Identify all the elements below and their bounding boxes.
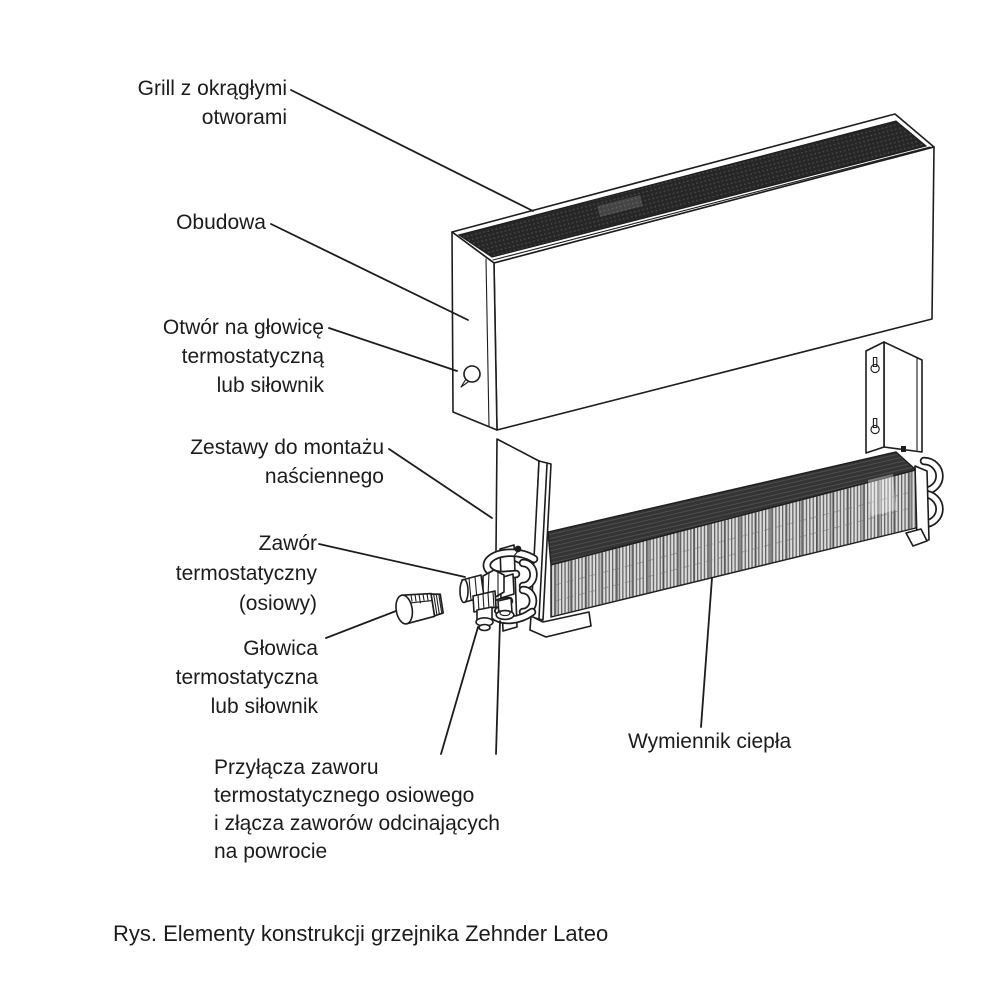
leader-wymiennik	[701, 578, 712, 727]
label-line: Otwór na głowicę	[162, 316, 324, 339]
label-line: termostatycznego osiowego	[214, 784, 475, 807]
label-line: lub siłownik	[210, 695, 318, 718]
label-line: i złącza zaworów odcinających	[214, 812, 500, 835]
label-line: (osiowy)	[238, 592, 317, 615]
watermark-artifact-fins	[868, 474, 896, 516]
label-line: Obudowa	[176, 211, 266, 234]
leader-przylacza-b	[496, 621, 500, 754]
heat-exchanger	[548, 452, 939, 617]
leader-glowica	[326, 611, 396, 638]
label-line: na powrocie	[214, 840, 328, 863]
valve-connection-port-b	[496, 598, 514, 619]
bracket-right-back-plate	[884, 342, 922, 452]
casing	[452, 114, 934, 430]
leader-zestawy	[389, 449, 492, 518]
label-line: termostatyczną	[181, 345, 324, 368]
valve-connection-port-a	[473, 591, 496, 631]
leader-obudowa	[271, 224, 468, 320]
label-line: Wymiennik ciepła	[628, 730, 792, 753]
leader-zawor	[319, 544, 465, 577]
label-line: otworami	[201, 106, 287, 129]
label-zestawy	[190, 433, 384, 491]
label-przylacza	[214, 754, 500, 866]
label-line: termostatyczny	[175, 562, 317, 585]
label-line: Zestawy do montażu	[190, 436, 384, 459]
leader-otwor	[329, 328, 457, 371]
label-zawor	[176, 529, 317, 619]
bracket-screw-hole	[901, 446, 906, 452]
label-glowica	[176, 634, 318, 721]
label-line: termostatyczna	[175, 666, 318, 689]
leader-przylacza-a	[441, 627, 478, 754]
label-line: naściennego	[264, 465, 384, 488]
label-line: Zawór	[258, 532, 317, 555]
label-grill	[138, 74, 287, 132]
label-obudowa	[176, 208, 266, 237]
bracket-right-front-plate	[866, 342, 884, 453]
valve-assembly	[460, 545, 534, 631]
figure-caption: Rys. Elementy konstrukcji grzejnika Zehnder Lateo	[113, 921, 609, 946]
label-otwor	[163, 313, 324, 400]
label-line: Głowica	[243, 637, 318, 660]
leader-grill	[291, 90, 533, 211]
wall-bracket-right	[866, 342, 922, 453]
label-line: Przyłącza zaworu	[214, 756, 379, 779]
label-line: Grill z okrągłymi	[137, 77, 287, 100]
label-line: lub siłownik	[216, 374, 324, 397]
label-wymiennik	[628, 727, 791, 756]
casing-end-cap	[452, 232, 497, 430]
thermostatic-head	[394, 589, 444, 625]
